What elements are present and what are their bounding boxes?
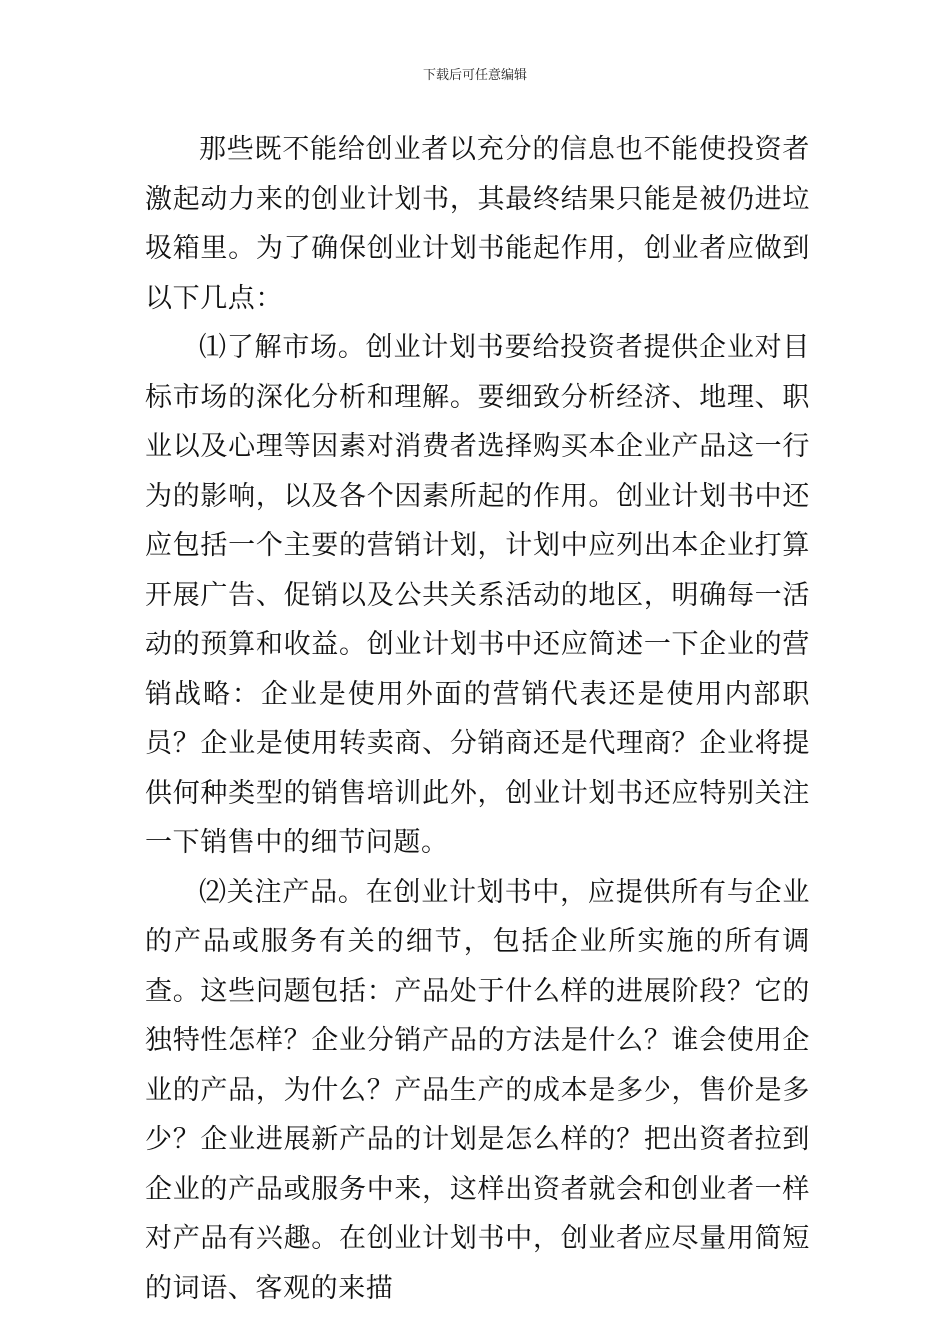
paragraph-product: ⑵关注产品。在创业计划书中，应提供所有与企业的产品或服务有关的细节，包括企业所实施的所有调查。这些问题包括：产品处于什么样的进展阶段？它的独特性怎样？企业分销产品的方法是什么？谁会使用企业的产品，为什么？产品生产的成本是多少，售价是多少？企业进展新产品的计划是怎么样的？把出资者拉到企业的产品或服务中来，这样出资者就会和创业者一样对产品有兴趣。在创业计划书中，创业者应尽量用简短的词语、客观的来描 bbox=[145, 876, 810, 1304]
paragraph-intro: 那些既不能给创业者以充分的信息也不能使投资者激起动力来的创业计划书，其最终结果只能是被仍进垃圾箱里。为了确保创业计划书能起作用，创业者应做到以下几点： bbox=[145, 134, 810, 314]
document-body bbox=[145, 125, 810, 1313]
page-header: 下载后可任意编辑 bbox=[422, 68, 527, 83]
paragraph-market: ⑴了解市场。创业计划书要给投资者提供企业对目标市场的深化分析和理解。要细致分析经济、地理、职业以及心理等因素对消费者选择购买本企业产品这一行为的影响，以及各个因素所起的作用。创业计划书中还应包括一个主要的营销计划，计划中应列出本企业打算开展广告、促销以及公共关系活动的地区，明确每一活动的预算和收益。创业计划书中还应简述一下企业的营销战略：企业是使用外面的营销代表还是使用内部职员？企业是使用转卖商、分销商还是代理商？企业将提供何种类型的销售培训此外，创业计划书还应特别关注一下销售中的细节问题。 bbox=[145, 332, 810, 858]
